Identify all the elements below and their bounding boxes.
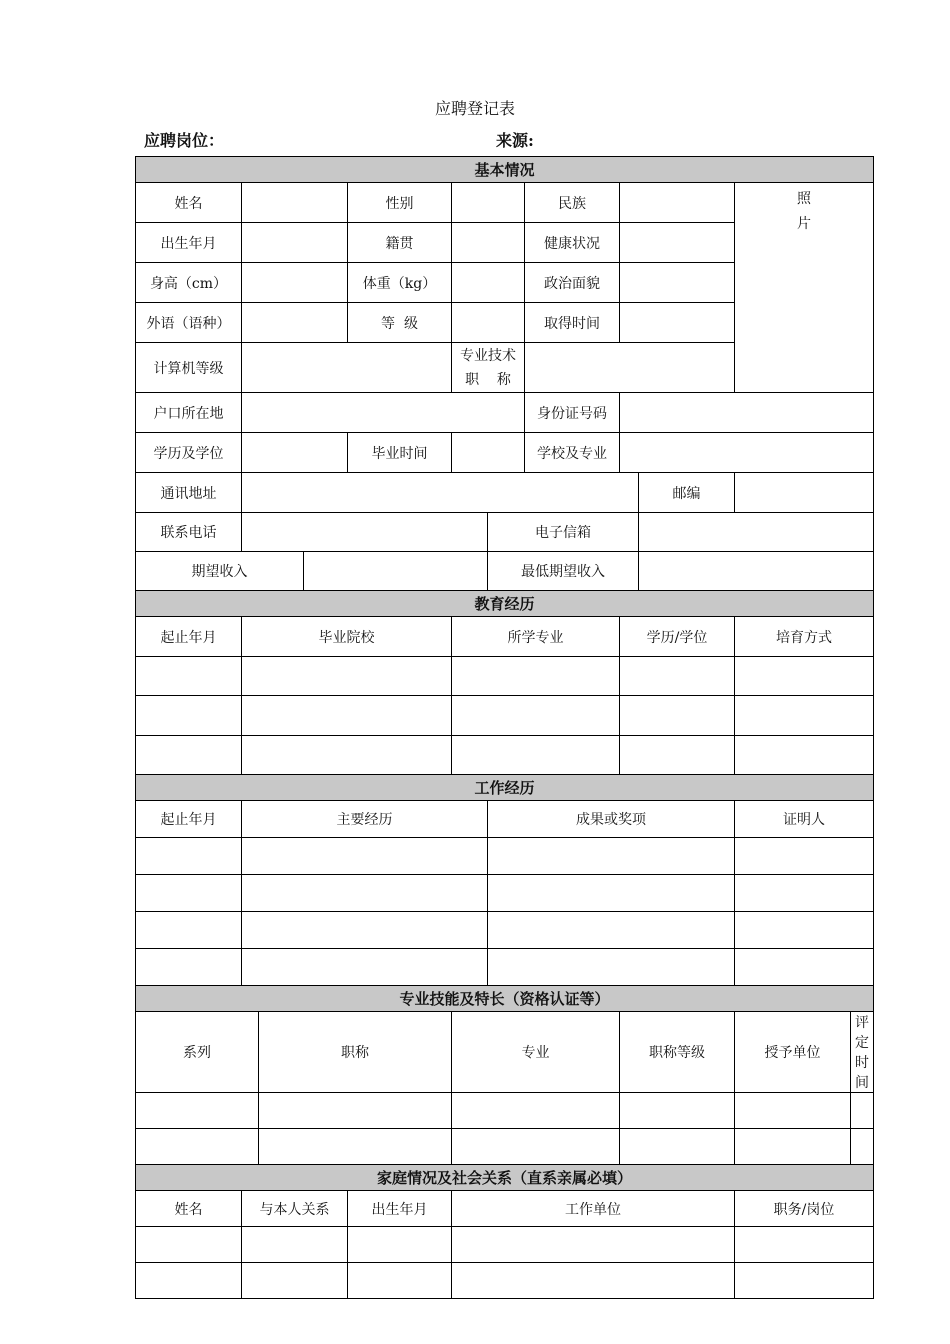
label-id-number: 身份证号码	[525, 393, 620, 433]
skills-cell[interactable]	[259, 1129, 452, 1165]
skills-cell[interactable]	[620, 1093, 735, 1129]
label-obtain-time: 取得时间	[525, 303, 620, 343]
registration-form-table	[135, 156, 874, 1299]
skills-cell[interactable]	[851, 1093, 874, 1129]
skills-cell[interactable]	[259, 1093, 452, 1129]
photo-box[interactable]	[735, 183, 874, 393]
input-grad-time[interactable]	[452, 433, 525, 473]
form-title: 应聘登记表	[434, 99, 515, 118]
section-basic-info: 基本情况	[136, 157, 874, 183]
family-cell[interactable]	[348, 1227, 452, 1263]
family-header-name: 姓名	[136, 1191, 242, 1227]
input-birth[interactable]	[242, 223, 348, 263]
work-cell[interactable]	[488, 949, 735, 986]
input-height[interactable]	[242, 263, 348, 303]
input-gender[interactable]	[452, 183, 525, 223]
work-cell[interactable]	[735, 875, 874, 912]
work-cell[interactable]	[488, 838, 735, 875]
family-header-employer: 工作单位	[452, 1191, 735, 1227]
edu-header-school: 毕业院校	[242, 617, 452, 657]
skills-header-title: 职称	[259, 1012, 452, 1093]
label-professional-title	[452, 343, 525, 393]
edu-cell[interactable]	[620, 657, 735, 696]
input-min-income[interactable]	[639, 552, 874, 591]
skills-header-title-level: 职称等级	[620, 1012, 735, 1093]
skills-row	[136, 1129, 874, 1165]
edu-cell[interactable]	[242, 736, 452, 775]
photo-label-2: 片	[797, 216, 812, 232]
family-row	[136, 1263, 874, 1299]
input-postcode[interactable]	[735, 473, 874, 513]
work-cell[interactable]	[242, 912, 488, 949]
edu-header-major: 所学专业	[452, 617, 620, 657]
edu-cell[interactable]	[452, 736, 620, 775]
family-cell[interactable]	[242, 1227, 348, 1263]
input-education-degree[interactable]	[242, 433, 348, 473]
family-cell[interactable]	[242, 1263, 348, 1299]
family-cell[interactable]	[136, 1263, 242, 1299]
label-min-income: 最低期望收入	[488, 552, 639, 591]
work-header-period: 起止年月	[136, 801, 242, 838]
label-level: 等 级	[348, 303, 452, 343]
family-header-relation: 与本人关系	[242, 1191, 348, 1227]
family-header-position: 职务/岗位	[735, 1191, 874, 1227]
label-school-major: 学校及专业	[525, 433, 620, 473]
input-obtain-time[interactable]	[620, 303, 735, 343]
edu-cell[interactable]	[620, 736, 735, 775]
edu-row	[136, 696, 874, 736]
family-header-birth: 出生年月	[348, 1191, 452, 1227]
label-professional-title-line2: 职 称	[465, 371, 511, 388]
label-email: 电子信箱	[488, 513, 639, 552]
skills-cell[interactable]	[452, 1129, 620, 1165]
label-ethnicity: 民族	[525, 183, 620, 223]
label-weight: 体重（kg）	[348, 263, 452, 303]
skills-cell[interactable]	[136, 1129, 259, 1165]
edu-cell[interactable]	[136, 657, 242, 696]
work-cell[interactable]	[488, 912, 735, 949]
skills-cell[interactable]	[136, 1093, 259, 1129]
label-height: 身高（cm）	[136, 263, 242, 303]
label-political: 政治面貌	[525, 263, 620, 303]
edu-cell[interactable]	[735, 696, 874, 736]
input-level[interactable]	[452, 303, 525, 343]
work-row	[136, 912, 874, 949]
input-weight[interactable]	[452, 263, 525, 303]
skills-header-assessed-time: 评定时间	[851, 1012, 874, 1093]
label-computer-level: 计算机等级	[136, 343, 242, 393]
work-row	[136, 875, 874, 912]
label-education-degree: 学历及学位	[136, 433, 242, 473]
skills-cell[interactable]	[735, 1129, 851, 1165]
label-professional-title-line1: 专业技术	[460, 347, 516, 364]
family-row	[136, 1227, 874, 1263]
input-native-place[interactable]	[452, 223, 525, 263]
skills-cell[interactable]	[851, 1129, 874, 1165]
edu-cell[interactable]	[452, 657, 620, 696]
label-foreign-language: 外语（语种）	[136, 303, 242, 343]
input-ethnicity[interactable]	[620, 183, 735, 223]
work-header-experience: 主要经历	[242, 801, 488, 838]
input-id-number[interactable]	[620, 393, 874, 433]
work-cell[interactable]	[136, 838, 242, 875]
input-foreign-language[interactable]	[242, 303, 348, 343]
work-cell[interactable]	[488, 875, 735, 912]
source-label: 来源:	[496, 131, 534, 150]
edu-row	[136, 736, 874, 775]
skills-header-series: 系列	[136, 1012, 259, 1093]
work-header-referee: 证明人	[735, 801, 874, 838]
label-hukou: 户口所在地	[136, 393, 242, 433]
label-postcode: 邮编	[639, 473, 735, 513]
label-expected-income: 期望收入	[136, 552, 304, 591]
edu-cell[interactable]	[242, 696, 452, 736]
edu-cell[interactable]	[242, 657, 452, 696]
label-phone: 联系电话	[136, 513, 242, 552]
family-cell[interactable]	[348, 1263, 452, 1299]
family-cell[interactable]	[452, 1227, 735, 1263]
label-health: 健康状况	[525, 223, 620, 263]
work-cell[interactable]	[242, 875, 488, 912]
work-cell[interactable]	[136, 949, 242, 986]
edu-row	[136, 657, 874, 696]
label-birth: 出生年月	[136, 223, 242, 263]
skills-cell[interactable]	[620, 1129, 735, 1165]
edu-cell[interactable]	[136, 696, 242, 736]
input-political[interactable]	[620, 263, 735, 303]
edu-cell[interactable]	[620, 696, 735, 736]
section-work: 工作经历	[136, 775, 874, 801]
section-skills: 专业技能及特长（资格认证等）	[136, 986, 874, 1012]
input-school-major[interactable]	[620, 433, 874, 473]
applied-position-label: 应聘岗位：	[144, 131, 225, 150]
edu-header-study-mode: 培育方式	[735, 617, 874, 657]
family-cell[interactable]	[735, 1227, 874, 1263]
input-name[interactable]	[242, 183, 348, 223]
input-email[interactable]	[639, 513, 874, 552]
work-cell[interactable]	[136, 875, 242, 912]
input-computer-level[interactable]	[242, 343, 452, 393]
work-row	[136, 949, 874, 986]
edu-header-period: 起止年月	[136, 617, 242, 657]
input-address[interactable]	[242, 473, 639, 513]
label-name: 姓名	[136, 183, 242, 223]
section-family: 家庭情况及社会关系（直系亲属必填）	[136, 1165, 874, 1191]
skills-header-issuer: 授予单位	[735, 1012, 851, 1093]
work-cell[interactable]	[242, 949, 488, 986]
edu-cell[interactable]	[452, 696, 620, 736]
work-cell[interactable]	[735, 912, 874, 949]
work-cell[interactable]	[735, 949, 874, 986]
skills-cell[interactable]	[735, 1093, 851, 1129]
work-cell[interactable]	[242, 838, 488, 875]
family-cell[interactable]	[136, 1227, 242, 1263]
section-education: 教育经历	[136, 591, 874, 617]
input-hukou[interactable]	[242, 393, 525, 433]
work-header-achievements: 成果或奖项	[488, 801, 735, 838]
skills-header-major: 专业	[452, 1012, 620, 1093]
input-expected-income[interactable]	[304, 552, 488, 591]
label-address: 通讯地址	[136, 473, 242, 513]
input-health[interactable]	[620, 223, 735, 263]
work-cell[interactable]	[735, 838, 874, 875]
photo-label-1: 照	[797, 191, 812, 207]
label-grad-time: 毕业时间	[348, 433, 452, 473]
label-gender: 性别	[348, 183, 452, 223]
work-row	[136, 838, 874, 875]
family-cell[interactable]	[735, 1263, 874, 1299]
label-native-place: 籍贯	[348, 223, 452, 263]
skills-cell[interactable]	[452, 1093, 620, 1129]
edu-header-degree: 学历/学位	[620, 617, 735, 657]
input-phone[interactable]	[242, 513, 488, 552]
family-cell[interactable]	[452, 1263, 735, 1299]
edu-cell[interactable]	[735, 736, 874, 775]
input-professional-title[interactable]	[525, 343, 735, 393]
work-cell[interactable]	[136, 912, 242, 949]
edu-cell[interactable]	[735, 657, 874, 696]
skills-row	[136, 1093, 874, 1129]
edu-cell[interactable]	[136, 736, 242, 775]
